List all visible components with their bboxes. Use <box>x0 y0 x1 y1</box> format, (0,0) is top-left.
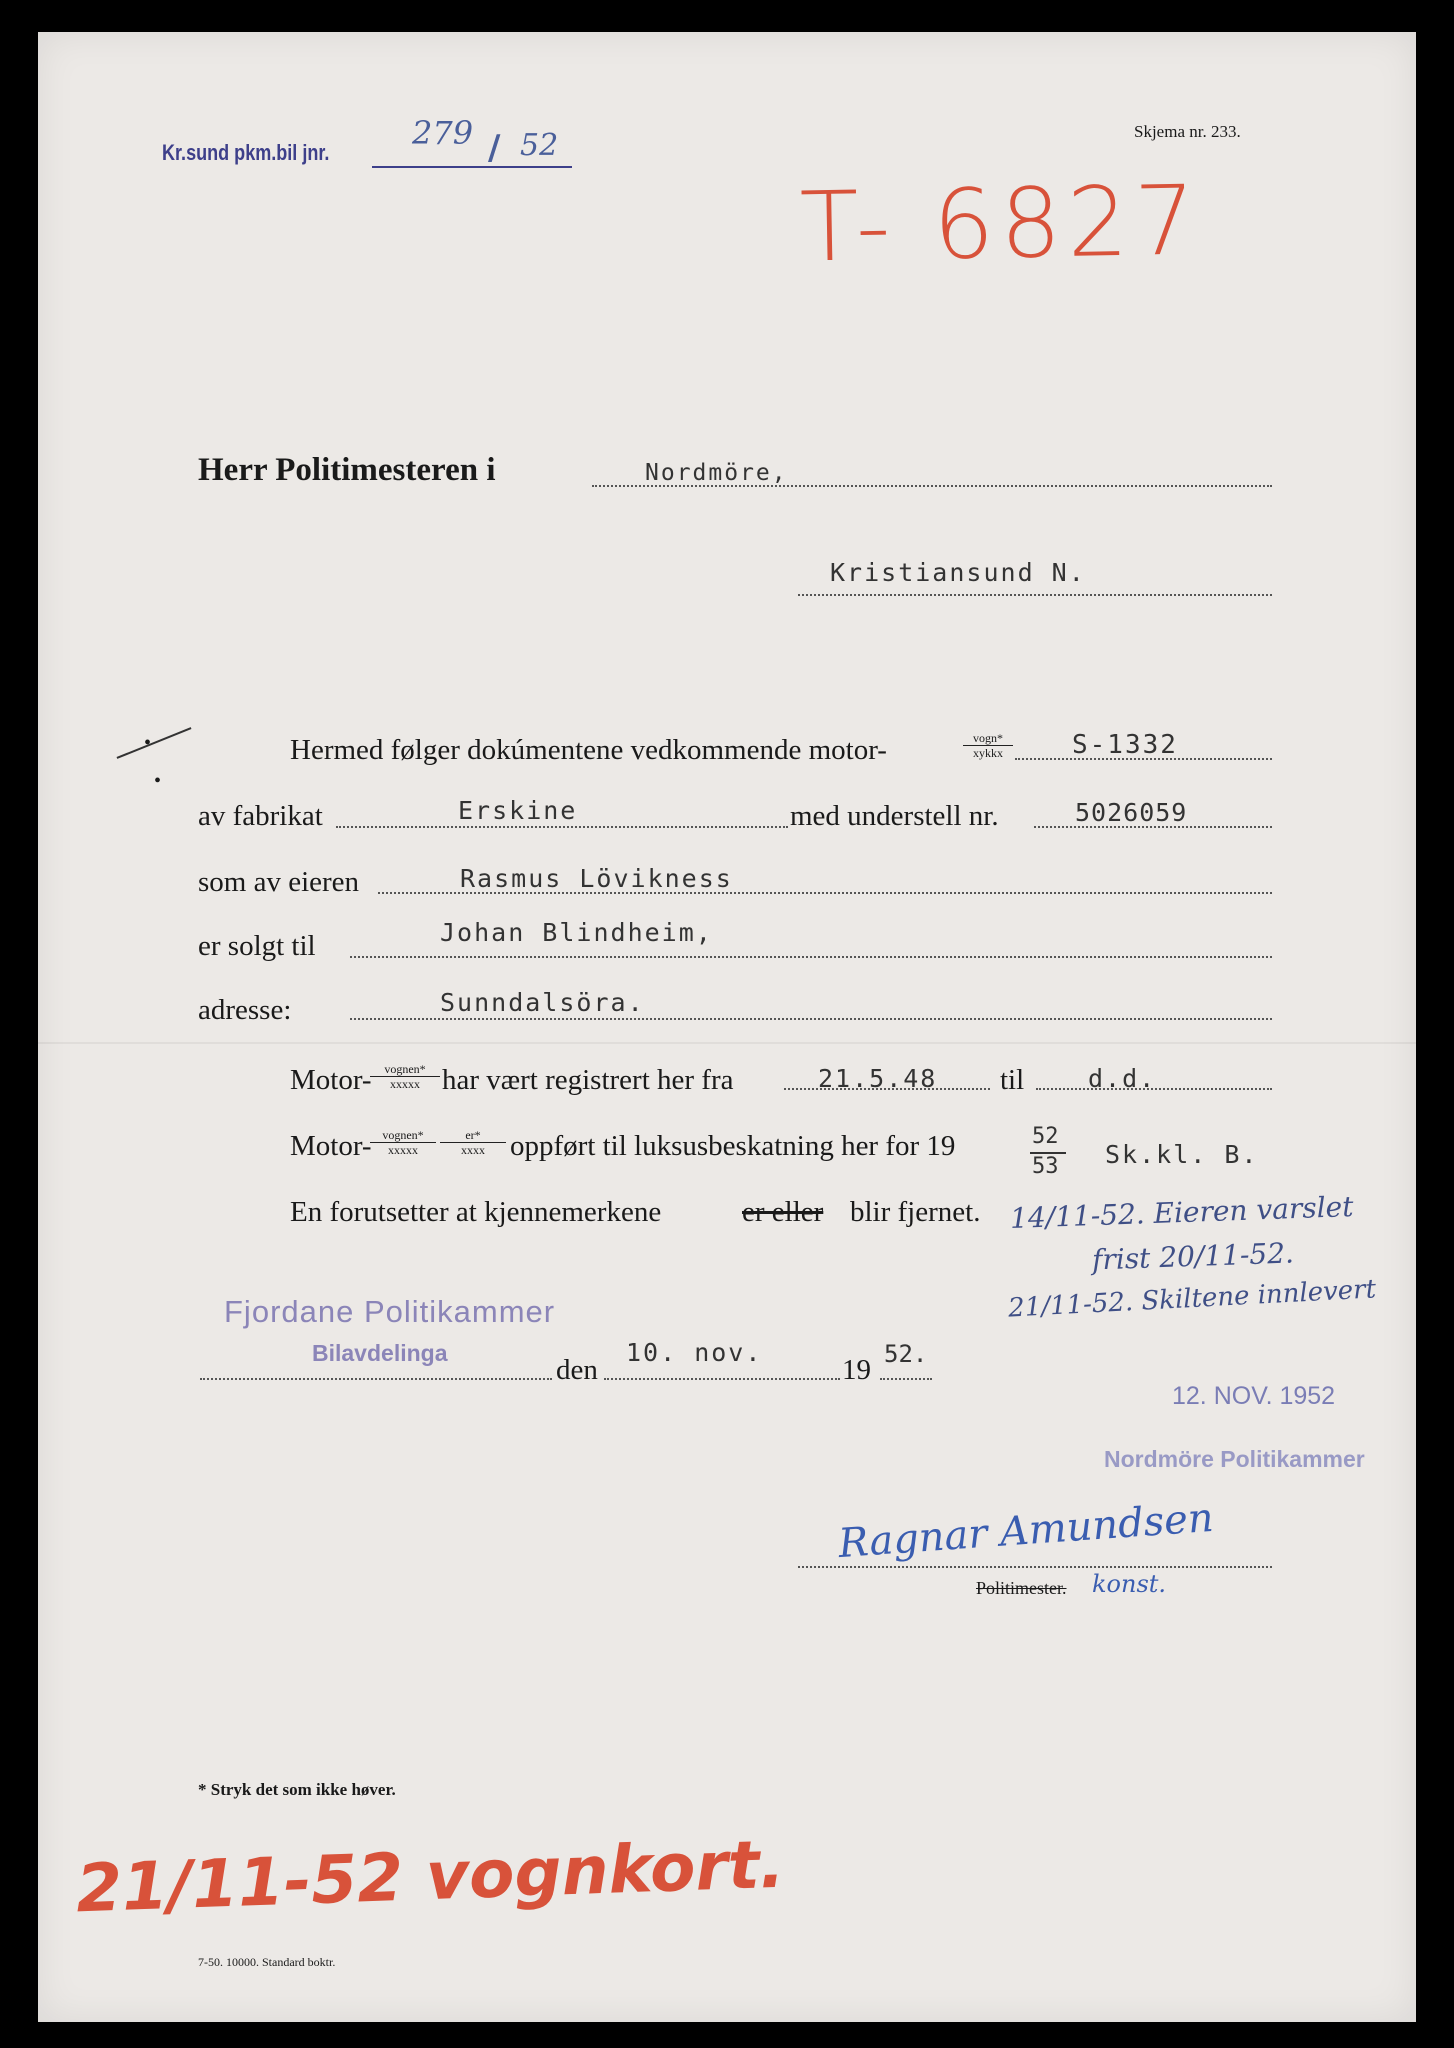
signature-line <box>798 1566 1272 1568</box>
journal-line <box>372 166 572 168</box>
handwritten-reference: T- 6827 <box>799 164 1203 284</box>
handwritten-note-1b: frist 20/11-52. <box>1091 1236 1295 1277</box>
tax-fraction-1: vognen* xxxxx <box>370 1128 436 1157</box>
date-place-line <box>200 1378 552 1380</box>
handwritten-note-2: 21/11-52. Skiltene innlevert <box>1007 1274 1377 1324</box>
signature: Ragnar Amundsen <box>836 1494 1215 1568</box>
year-value: 52. <box>884 1340 928 1368</box>
handwritten-bottom: 21/11-52 vognkort. <box>74 1825 786 1928</box>
chassis-value: 5026059 <box>1075 798 1188 827</box>
received-stamp-office: Nordmöre Politikammer <box>1104 1446 1365 1472</box>
fold-crease <box>38 1042 1416 1044</box>
address-label: adresse: <box>198 994 292 1026</box>
date-prefix: den <box>556 1354 598 1386</box>
addressee-label: Herr Politimesteren i <box>198 452 496 488</box>
journal-stamp-prefix: Kr.sund pkm.bil jnr. <box>162 140 330 165</box>
chassis-label: med understell nr. <box>790 800 999 832</box>
sold-value: Johan Blindheim, <box>440 918 713 947</box>
plates-label-end: blir fjernet. <box>850 1196 981 1228</box>
tax-year-top: 52 <box>1032 1124 1059 1149</box>
footnote: * Stryk det som ikke høver. <box>198 1780 396 1799</box>
city-line <box>798 594 1272 596</box>
tax-class: Sk.kl. B. <box>1105 1140 1259 1169</box>
journal-stamp <box>162 140 329 166</box>
address-value: Sunndalsöra. <box>440 988 645 1017</box>
office-stamp-line2: Bilavdelinga <box>312 1340 448 1366</box>
address-line <box>350 1018 1272 1020</box>
date-line <box>604 1378 840 1380</box>
form-number: Skjema nr. 233. <box>1134 122 1241 141</box>
reg-number: S-1332 <box>1072 730 1178 760</box>
journal-slash: / <box>488 128 501 168</box>
make-label: av fabrikat <box>198 800 323 832</box>
make-line <box>336 826 788 828</box>
tax-year-bottom: 53 <box>1032 1154 1059 1179</box>
owner-value: Rasmus Lövikness <box>460 864 733 893</box>
journal-year: 52 <box>520 128 559 163</box>
reg-fraction: vognen* xxxxx <box>370 1062 440 1091</box>
received-stamp-date: 12. NOV. 1952 <box>1172 1382 1336 1410</box>
document-page <box>38 32 1416 2022</box>
intro-fraction: vogn* xykkx <box>963 731 1013 760</box>
reg-from: 21.5.48 <box>818 1064 938 1093</box>
make-value: Erskine <box>458 796 578 825</box>
tax-fraction-2: er* xxxx <box>440 1128 506 1157</box>
margin-dot: • <box>144 732 152 754</box>
year-line <box>880 1378 932 1380</box>
sold-line <box>350 956 1272 958</box>
intro-label: Hermed følger dokúmentene vedkommende motor- <box>290 734 887 766</box>
sold-label: er solgt til <box>198 930 316 962</box>
margin-dot: • <box>154 770 162 792</box>
tax-label: oppført til luksusbeskatning her for 19 <box>510 1130 956 1162</box>
print-info: 7-50. 10000. Standard boktr. <box>198 1955 336 1969</box>
office-stamp-line1: Fjordane Politikammer <box>224 1294 556 1329</box>
addressee-city: Kristiansund N. <box>830 558 1086 587</box>
plates-label: En forutsetter at kjennemerkene <box>290 1196 662 1228</box>
year-prefix: 19 <box>842 1354 871 1386</box>
tax-prefix: Motor- <box>290 1130 372 1162</box>
owner-label: som av eieren <box>198 866 360 898</box>
reg-to: d.d. <box>1088 1064 1157 1093</box>
journal-number: 279 <box>412 114 474 152</box>
addressee-district: Nordmöre, <box>645 460 788 486</box>
plates-struck: er eller <box>742 1196 824 1228</box>
reg-til-label: til <box>1000 1064 1025 1096</box>
handwritten-note-1: 14/11-52. Eieren varslet <box>1009 1190 1354 1235</box>
reg-prefix: Motor- <box>290 1064 372 1096</box>
signer-title-hand: konst. <box>1092 1570 1167 1598</box>
signer-title: Politimester. <box>976 1578 1067 1598</box>
date-value: 10. nov. <box>626 1338 763 1367</box>
reg-label: har vært registrert her fra <box>442 1064 734 1096</box>
